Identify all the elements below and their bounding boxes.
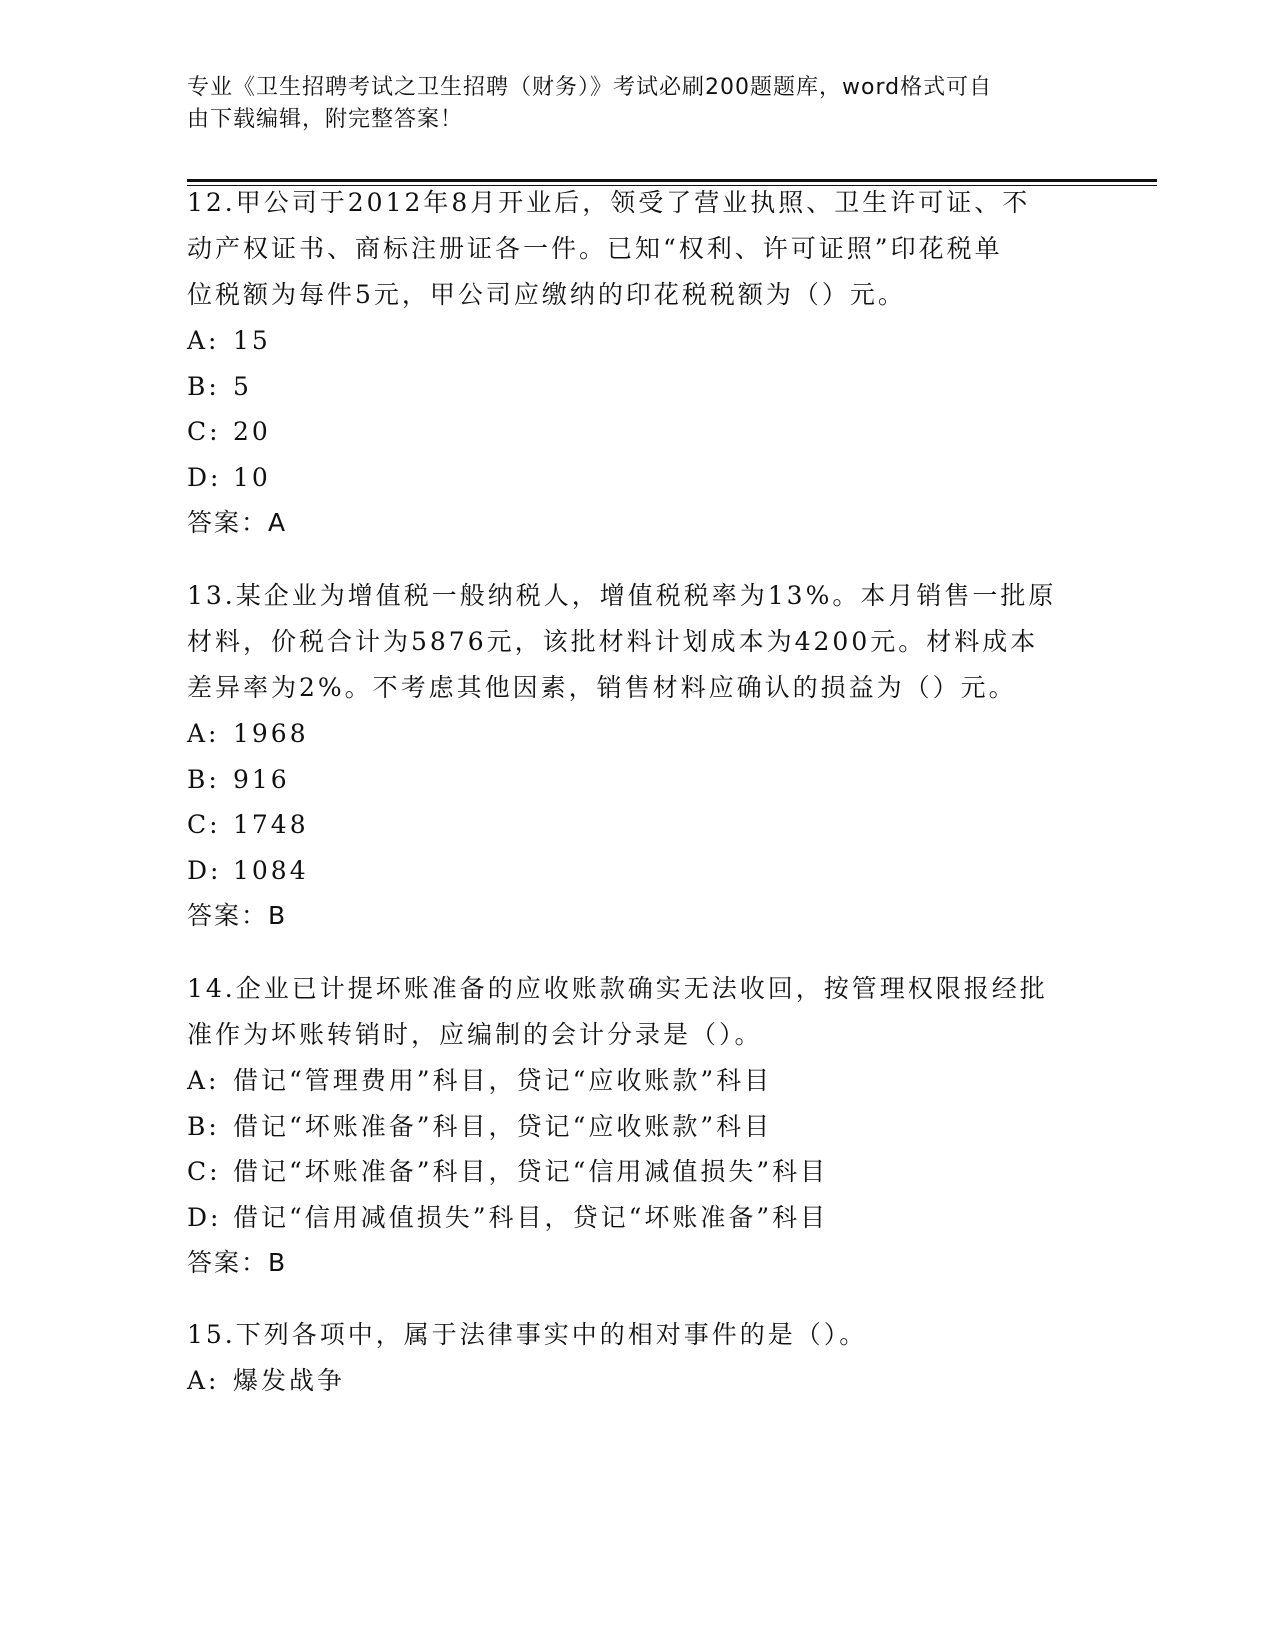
question-text: [187, 573, 1087, 711]
question-text-line: 位税额为每件5元，甲公司应缴纳的印花税税额为（）元。: [187, 280, 906, 309]
option-letter: D:: [187, 1202, 222, 1232]
question-12: [187, 180, 1087, 546]
document-header: [187, 72, 1087, 136]
option-c: [187, 409, 1087, 455]
option-letter: B:: [187, 764, 220, 794]
option-text: 借记“坏账准备”科目，贷记“应收账款”科目: [233, 1111, 773, 1141]
option-text: 借记“信用减值损失”科目，贷记“坏账准备”科目: [233, 1202, 829, 1232]
option-a: [187, 1358, 1087, 1404]
answer-label: 答案：B: [187, 1248, 288, 1277]
question-text: [187, 966, 1087, 1058]
option-c: [187, 802, 1087, 848]
option-text: 借记“管理费用”科目，贷记“应收账款”科目: [233, 1066, 773, 1095]
answer-label: 答案：B: [187, 901, 288, 930]
option-letter: D:: [187, 855, 222, 885]
option-d: [187, 1195, 1087, 1241]
option-a: [187, 1058, 1087, 1104]
question-text-line: 材料，价税合计为5876元，该批材料计划成本为4200元。材料成本: [187, 627, 1039, 656]
option-b: [187, 757, 1087, 803]
option-text: 1968: [233, 719, 309, 748]
option-letter: A:: [187, 1066, 220, 1095]
question-text: [187, 1312, 1087, 1358]
question-15: [187, 1312, 1087, 1404]
question-text-line: 14.企业已计提坏账准备的应收账款确实无法收回，按管理权限报经批: [187, 974, 1048, 1003]
header-line-2: 由下载编辑，附完整答案！: [187, 107, 464, 132]
option-text: 10: [233, 462, 271, 492]
question-13: [187, 573, 1087, 939]
option-letter: D:: [187, 462, 222, 492]
option-text: 1748: [233, 810, 309, 839]
option-text: 爆发战争: [233, 1366, 346, 1395]
option-text: 916: [233, 764, 290, 794]
option-letter: A:: [187, 719, 220, 748]
question-text-line: 12.甲公司于2012年8月开业后，领受了营业执照、卫生许可证、不: [187, 188, 1031, 217]
option-letter: A:: [187, 1366, 220, 1395]
option-b: [187, 1104, 1087, 1150]
header-line-1: 专业《卫生招聘考试之卫生招聘（财务）》考试必刷200题题库，word格式可自: [187, 75, 993, 100]
answer-label: 答案：A: [187, 508, 288, 537]
option-a: [187, 318, 1087, 364]
option-a: [187, 711, 1087, 757]
option-c: [187, 1149, 1087, 1195]
option-letter: A:: [187, 326, 220, 355]
question-text-line: 15.下列各项中，属于法律事实中的相对事件的是（）。: [187, 1320, 868, 1349]
question-text-line: 13.某企业为增值税一般纳税人，增值税税率为13%。本月销售一批原: [187, 581, 1057, 610]
option-d: [187, 848, 1087, 894]
question-14: [187, 966, 1087, 1286]
option-text: 1084: [233, 855, 309, 885]
option-letter: C:: [187, 417, 221, 446]
option-b: [187, 364, 1087, 410]
option-letter: C:: [187, 1157, 221, 1186]
option-letter: B:: [187, 371, 220, 401]
option-text: 15: [233, 326, 271, 355]
option-d: [187, 455, 1087, 501]
question-text-line: 差异率为2%。不考虑其他因素，销售材料应确认的损益为（）元。: [187, 673, 1017, 702]
question-text-line: 动产权证书、商标注册证各一件。已知“权利、许可证照”印花税单: [187, 234, 1003, 263]
option-letter: B:: [187, 1111, 220, 1141]
option-letter: C:: [187, 810, 221, 839]
question-text-line: 准作为坏账转销时，应编制的会计分录是（）。: [187, 1020, 763, 1049]
option-text: 借记“坏账准备”科目，贷记“信用减值损失”科目: [233, 1157, 829, 1186]
question-text: [187, 180, 1087, 318]
option-text: 5: [233, 371, 252, 401]
option-text: 20: [233, 417, 271, 446]
